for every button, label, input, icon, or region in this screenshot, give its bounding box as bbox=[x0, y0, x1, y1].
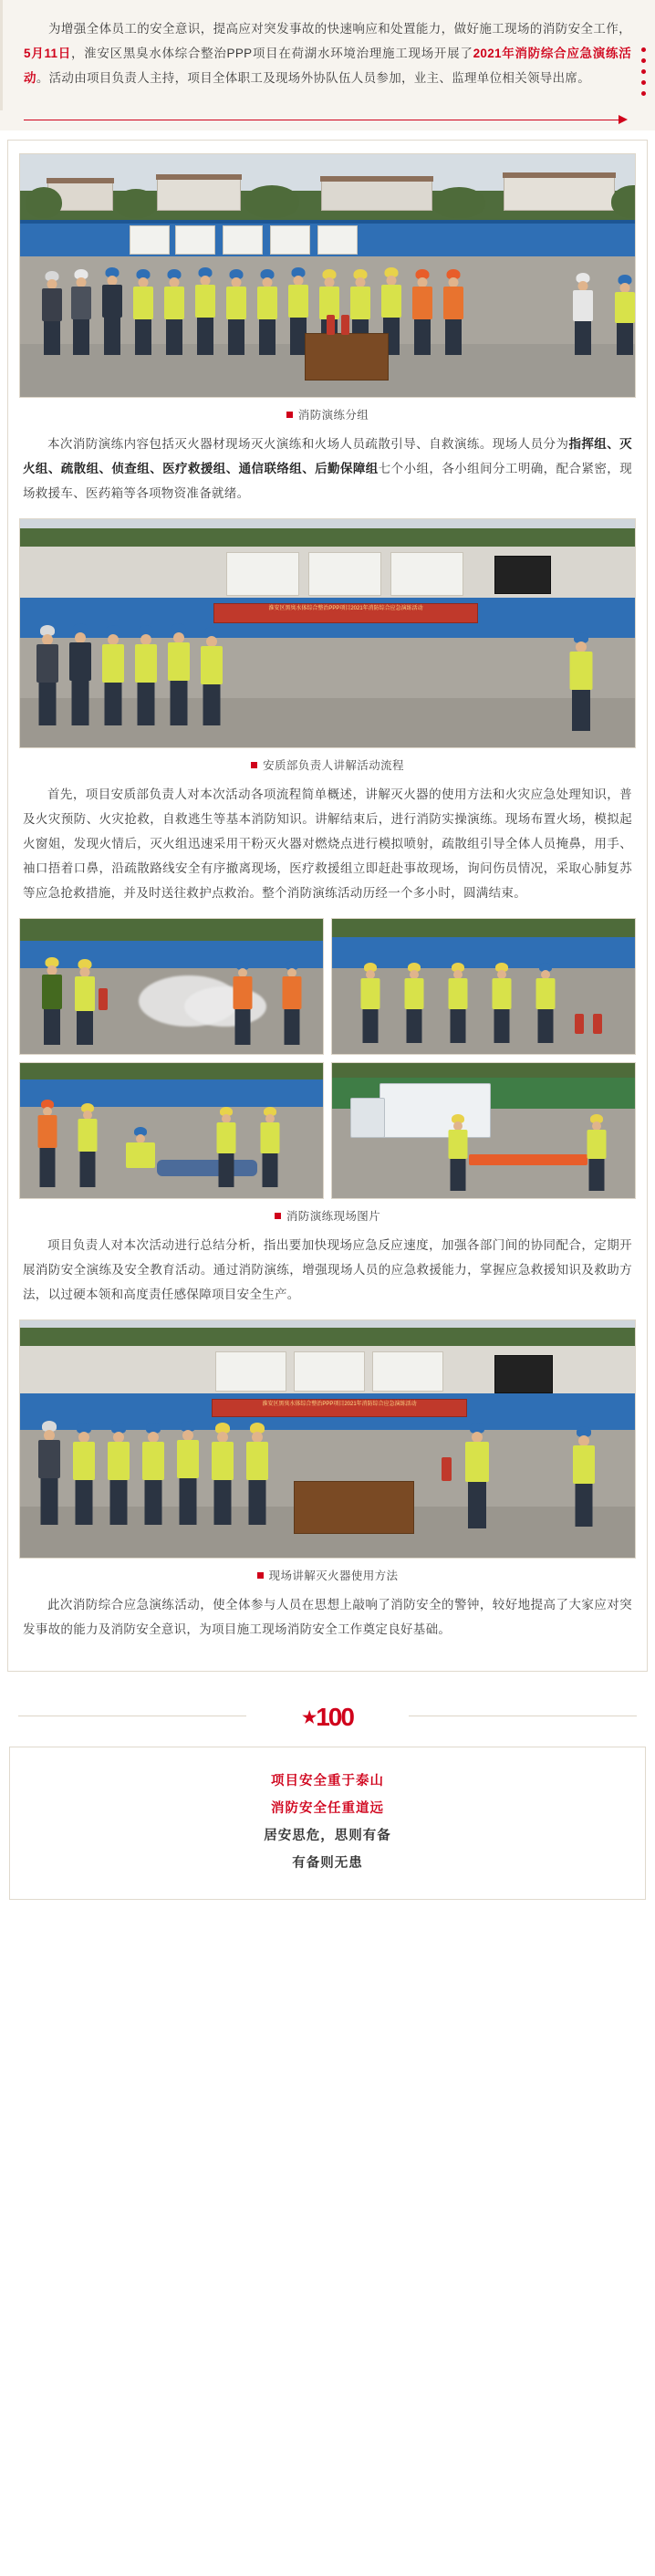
vest bbox=[133, 287, 153, 319]
decor-arrow-row bbox=[0, 110, 655, 130]
legs bbox=[572, 690, 590, 731]
legs bbox=[538, 1009, 554, 1043]
slogan-dark-2: 有备则无患 bbox=[292, 1856, 363, 1871]
legs bbox=[451, 1009, 466, 1043]
event-banner: 淮安区黑臭水体综合整治PPP项目2021年消防综合应急演练活动 bbox=[212, 1399, 467, 1417]
photo-stretcher-rescue bbox=[331, 1062, 636, 1199]
fire-extinguisher-icon bbox=[341, 315, 349, 335]
vest bbox=[102, 644, 124, 683]
decor-dot bbox=[641, 47, 646, 52]
worker bbox=[36, 1100, 58, 1187]
worker bbox=[255, 269, 279, 355]
worker bbox=[259, 1107, 281, 1187]
worker bbox=[586, 1114, 608, 1191]
decor-dots bbox=[641, 47, 646, 96]
victim-lying bbox=[157, 1160, 257, 1176]
presenter bbox=[567, 632, 595, 731]
vest bbox=[212, 1442, 234, 1480]
worker bbox=[447, 963, 469, 1043]
worker bbox=[40, 957, 64, 1045]
paragraph-grouping: 本次消防演练内容包括灭火器材现场灭火演练和火场人员疏散引导、自救演练。现场人员分为指挥组、灭火组、疏散组、侦查组、医疗救援组、通信联络组、后勤保障组七个小组，各小组间分工明确，配合紧密，现场救援车、医药箱等各项物资准备就绪。 bbox=[23, 437, 632, 500]
decor-dot bbox=[641, 80, 646, 85]
intro-part-3: ，淮安区黑臭水体综合整治PPP项目在荷湖水环境治理施工现场开展了 bbox=[70, 47, 473, 60]
building-roof bbox=[156, 174, 242, 180]
decor-dot bbox=[641, 58, 646, 63]
vest bbox=[75, 976, 95, 1011]
legs bbox=[41, 1478, 58, 1525]
legs bbox=[407, 1009, 422, 1043]
legs bbox=[72, 681, 89, 725]
caption-text: 消防演练分组 bbox=[297, 409, 369, 422]
legs bbox=[249, 1480, 266, 1525]
speaker bbox=[36, 629, 57, 720]
worker bbox=[232, 961, 254, 1045]
notice-board bbox=[294, 1351, 365, 1392]
worker bbox=[403, 963, 425, 1043]
intro-event-highlight: 2021年消防综合应急演练活动 bbox=[24, 47, 631, 85]
vest bbox=[283, 976, 302, 1009]
caption-grouping bbox=[19, 406, 636, 422]
vest bbox=[587, 1130, 607, 1159]
decor-dot bbox=[641, 91, 646, 96]
legs bbox=[104, 318, 120, 355]
vest bbox=[226, 287, 246, 319]
worker bbox=[571, 273, 595, 355]
legs bbox=[468, 1482, 486, 1528]
tree bbox=[432, 187, 485, 218]
notice-board bbox=[215, 1351, 286, 1392]
vest bbox=[69, 642, 91, 681]
wooden-table bbox=[294, 1481, 414, 1534]
vest bbox=[164, 287, 184, 319]
worker bbox=[100, 267, 124, 355]
article-body bbox=[7, 140, 648, 1672]
tree bbox=[244, 185, 299, 218]
info-board bbox=[175, 225, 215, 255]
fence-top-stripe bbox=[20, 220, 635, 224]
vest bbox=[361, 978, 380, 1009]
vest bbox=[449, 1130, 468, 1159]
legs bbox=[576, 1484, 593, 1527]
vest bbox=[142, 1442, 164, 1480]
vest bbox=[465, 1442, 489, 1482]
intro-part-5: 。活动由项目负责人主持，项目全体职工及现场外协队伍人员参加，业主、监理单位相关领导出席。 bbox=[36, 71, 591, 85]
smoke-cloud bbox=[184, 986, 266, 1027]
worker bbox=[571, 1426, 597, 1527]
legs bbox=[414, 319, 431, 355]
vest bbox=[42, 288, 62, 321]
info-board bbox=[130, 225, 170, 255]
vest bbox=[195, 285, 215, 318]
vest bbox=[443, 287, 463, 319]
building-roof bbox=[47, 178, 114, 183]
caption-briefing bbox=[19, 756, 636, 773]
vest bbox=[261, 1122, 280, 1153]
fire-extinguisher-icon bbox=[593, 1014, 602, 1034]
anniversary-number: 100 bbox=[316, 1703, 353, 1731]
worker bbox=[175, 1421, 201, 1525]
worker bbox=[613, 275, 636, 355]
tree bbox=[115, 189, 157, 218]
legs bbox=[73, 319, 89, 355]
event-banner: 淮安区黑臭水体综合整治PPP项目2021年消防综合应急演练活动 bbox=[213, 603, 478, 623]
worker bbox=[281, 961, 303, 1045]
worker bbox=[131, 269, 155, 355]
legs bbox=[451, 1159, 466, 1191]
legs bbox=[80, 1152, 96, 1187]
caption-instruction bbox=[19, 1567, 636, 1583]
legs bbox=[235, 1009, 251, 1045]
slogan-red-2: 消防安全任重道远 bbox=[271, 1801, 384, 1816]
background-building bbox=[321, 180, 432, 211]
photo-extinguisher-instruction bbox=[19, 1319, 636, 1559]
monitor-screen bbox=[494, 556, 551, 594]
info-board bbox=[223, 225, 263, 255]
legs bbox=[575, 321, 591, 355]
photo-first-aid bbox=[19, 1062, 324, 1199]
treeline-band bbox=[20, 528, 635, 548]
legs bbox=[77, 1011, 93, 1045]
legs bbox=[171, 681, 188, 725]
stretcher bbox=[469, 1154, 587, 1165]
caption-text: 消防演练现场图片 bbox=[286, 1210, 381, 1223]
info-board bbox=[317, 225, 358, 255]
paragraph-briefing: 首先，项目安质部负责人对本次活动各项流程简单概述，讲解灭火器的使用方法和火灾应急处理知识，普及火灾预防、火灾抢救，自救逃生等基本消防知识。讲解结束后，进行消防实操演练。现场布置火场，模拟起火窗姐，发现火情后，灭火组迅速采用干粉灭火器对燃烧点进行模拟喷射，疏散组引导全体人员掩鼻，用手、袖口捂着口鼻，沿疏散路线安全有序撤离现场，医疗救援组立即赶赴事故现场，询问伤员情况，采取心肺复苏等应急抢救措施，并及时送往救护点救治。整个消防演练活动历经一个多小时，圆满结束。 bbox=[23, 787, 632, 900]
treeline-band bbox=[20, 1328, 635, 1348]
tree bbox=[26, 187, 62, 218]
worker bbox=[215, 1107, 237, 1187]
vest bbox=[234, 976, 253, 1009]
legs bbox=[589, 1159, 605, 1191]
caption-drill-photos bbox=[19, 1207, 636, 1224]
notice-board bbox=[390, 552, 463, 596]
vest bbox=[536, 978, 556, 1009]
vest bbox=[73, 1442, 95, 1480]
caption-marker-icon bbox=[257, 1572, 264, 1579]
arrow-head-icon bbox=[619, 115, 628, 124]
vest bbox=[246, 1442, 268, 1480]
treeline-band bbox=[20, 1063, 323, 1081]
worker bbox=[68, 623, 93, 725]
vest bbox=[108, 1442, 130, 1480]
worker bbox=[411, 269, 434, 355]
photo-grouping bbox=[19, 153, 636, 398]
paragraph-summary: 项目负责人对本次活动进行总结分析，指出要加快现场应急反应速度，加强各部门间的协同配合，定期开展消防安全演练及安全教育活动。通过消防演练，增强现场人员的应急救援能力，掌握应急救援知识及救助方法，以过硬本领和高度责任感保障项目安全生产。 bbox=[23, 1238, 632, 1301]
worker bbox=[193, 267, 217, 355]
background-building bbox=[504, 176, 615, 211]
vest bbox=[493, 978, 512, 1009]
rescue-vehicle bbox=[379, 1083, 491, 1138]
legs bbox=[445, 319, 462, 355]
site-fence bbox=[20, 1079, 323, 1107]
instructor bbox=[463, 1423, 491, 1528]
legs bbox=[617, 323, 633, 355]
worker bbox=[73, 959, 97, 1045]
fire-extinguisher-icon bbox=[442, 1457, 452, 1481]
legs bbox=[494, 1009, 510, 1043]
worker bbox=[77, 1103, 99, 1187]
footer-divider bbox=[0, 1695, 655, 1737]
worker bbox=[133, 625, 159, 725]
vest bbox=[102, 285, 122, 318]
worker bbox=[199, 627, 224, 725]
slogan-dark-1: 居安思危，思则有备 bbox=[264, 1829, 391, 1843]
legs bbox=[44, 1009, 60, 1045]
slogan-red-1: 项目安全重于泰山 bbox=[271, 1774, 384, 1789]
photo-team-drill bbox=[331, 918, 636, 1055]
building-roof bbox=[503, 172, 616, 178]
intro-date-highlight: 5月11日 bbox=[24, 47, 71, 60]
worker bbox=[491, 963, 513, 1043]
worker bbox=[100, 625, 126, 725]
vest bbox=[381, 285, 401, 318]
legs bbox=[135, 319, 151, 355]
caption-marker-icon bbox=[275, 1213, 281, 1219]
worker bbox=[244, 1423, 270, 1525]
vest bbox=[573, 290, 593, 321]
worker bbox=[224, 269, 248, 355]
worker bbox=[36, 1421, 62, 1525]
legs bbox=[203, 684, 221, 725]
caption-text: 安质部负责人讲解活动流程 bbox=[263, 759, 404, 772]
notice-board bbox=[308, 552, 381, 596]
vest bbox=[257, 287, 277, 319]
building-roof bbox=[320, 176, 433, 182]
vest bbox=[573, 1445, 595, 1484]
decor-dot bbox=[641, 69, 646, 74]
legs bbox=[166, 319, 182, 355]
paragraph-conclusion: 此次消防综合应急演练活动，使全体参与人员在思想上敲响了消防安全的警钟，较好地提高了大家应对突发事故的能力及消防安全意识，为项目施工现场消防安全工作奠定良好基础。 bbox=[23, 1598, 632, 1636]
monitor-screen bbox=[494, 1355, 553, 1393]
worker bbox=[140, 1423, 166, 1525]
legs bbox=[263, 1153, 278, 1187]
worker bbox=[106, 1423, 131, 1525]
worker bbox=[447, 1114, 469, 1191]
legs bbox=[214, 1480, 232, 1525]
worker bbox=[359, 963, 381, 1043]
fire-extinguisher-icon bbox=[575, 1014, 584, 1034]
worker bbox=[40, 271, 64, 355]
legs bbox=[110, 1480, 128, 1525]
vest bbox=[405, 978, 424, 1009]
rescue-vehicle-cab bbox=[350, 1098, 385, 1138]
vest bbox=[201, 646, 223, 684]
kneeling-rescuer bbox=[122, 1127, 159, 1182]
caption-text: 现场讲解灭火器使用方法 bbox=[268, 1570, 399, 1582]
legs bbox=[145, 1480, 162, 1525]
legs bbox=[76, 1480, 93, 1525]
info-board bbox=[270, 225, 310, 255]
treeline-band bbox=[332, 919, 635, 939]
vest bbox=[570, 652, 593, 690]
fire-extinguisher-icon bbox=[99, 988, 108, 1010]
worker bbox=[166, 623, 192, 725]
caption-marker-icon bbox=[286, 412, 293, 418]
vest bbox=[168, 642, 190, 681]
wooden-table bbox=[305, 333, 389, 381]
legs bbox=[228, 319, 244, 355]
vest bbox=[38, 1115, 57, 1148]
legs bbox=[363, 1009, 379, 1043]
star-icon: ★ bbox=[302, 1707, 316, 1726]
worker bbox=[71, 1423, 97, 1525]
vest bbox=[177, 1440, 199, 1478]
anniversary-logo bbox=[302, 1703, 353, 1732]
intro-block bbox=[0, 0, 655, 110]
legs bbox=[219, 1153, 234, 1187]
photo-extinguisher-demo bbox=[19, 918, 324, 1055]
worker bbox=[69, 269, 93, 355]
legs bbox=[180, 1478, 197, 1525]
notice-board bbox=[372, 1351, 443, 1392]
worker bbox=[442, 269, 465, 355]
photo-grid bbox=[19, 918, 636, 1199]
vest bbox=[38, 1440, 60, 1478]
intro-part-1: 为增强全体员工的安全意识，提高应对突发事故的快速响应和处置能力，做好施工现场的消防安全工作， bbox=[48, 22, 631, 36]
vest bbox=[71, 287, 91, 319]
vest bbox=[412, 287, 432, 319]
vest bbox=[135, 644, 157, 683]
caption-marker-icon bbox=[251, 762, 257, 768]
slogan-box bbox=[9, 1747, 646, 1900]
vest bbox=[288, 285, 308, 318]
legs bbox=[138, 683, 155, 725]
treeline-band bbox=[20, 919, 323, 943]
group-list-bold: 指挥组、灭火组、疏散组、侦查组、医疗救援组、通信联络组、后勤保障组 bbox=[23, 437, 632, 475]
legs bbox=[40, 1148, 56, 1187]
legs bbox=[259, 319, 276, 355]
legs bbox=[44, 321, 60, 355]
intro-paragraph bbox=[24, 16, 631, 90]
fire-extinguisher-icon bbox=[327, 315, 335, 335]
vest bbox=[615, 292, 635, 323]
vest bbox=[449, 978, 468, 1009]
site-fence bbox=[20, 941, 323, 968]
notice-board bbox=[226, 552, 299, 596]
vest bbox=[126, 1142, 155, 1168]
legs bbox=[285, 1009, 300, 1045]
worker bbox=[210, 1423, 235, 1525]
vest bbox=[42, 975, 62, 1009]
legs bbox=[105, 683, 122, 725]
worker bbox=[535, 963, 556, 1043]
vest bbox=[350, 287, 370, 319]
background-building bbox=[157, 178, 241, 211]
legs bbox=[197, 318, 213, 355]
vest bbox=[217, 1122, 236, 1153]
vest bbox=[78, 1119, 98, 1152]
photo-briefing bbox=[19, 518, 636, 748]
worker bbox=[162, 269, 186, 355]
